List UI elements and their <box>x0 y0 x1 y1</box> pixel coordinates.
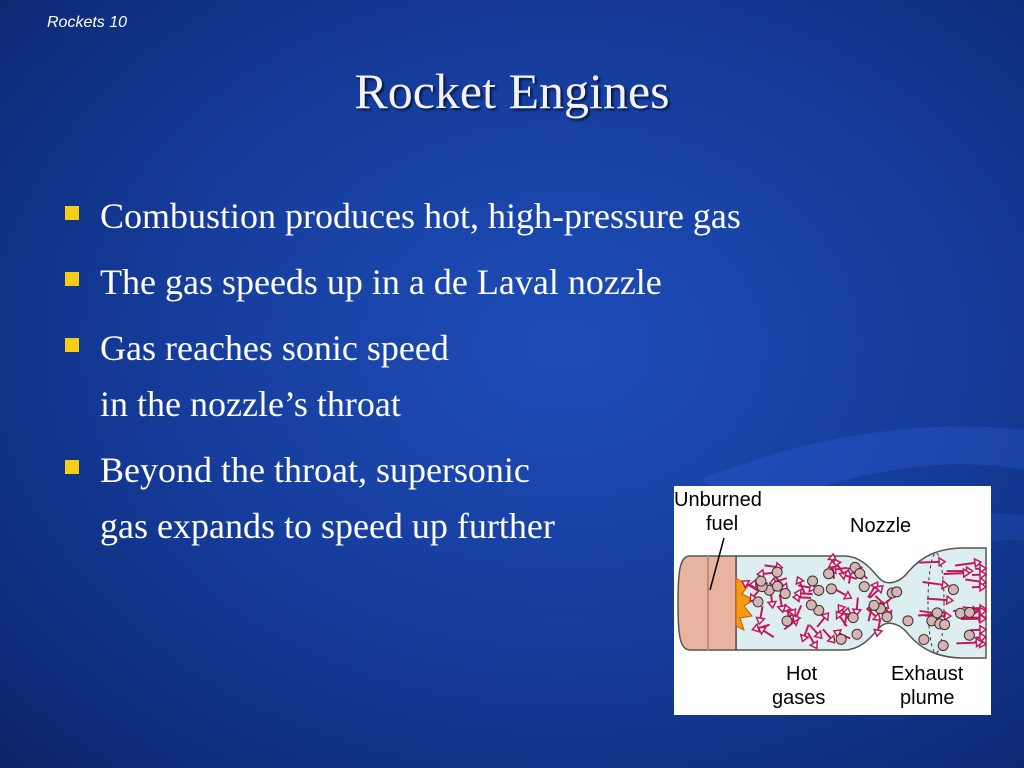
slide-header-tag: Rockets 10 <box>47 14 128 31</box>
gas-particle <box>852 629 862 639</box>
gas-particle <box>836 634 846 644</box>
gas-particle <box>772 567 782 577</box>
gas-particle <box>892 587 902 597</box>
bullet-text: Combustion produces hot, high-pressure gas <box>100 196 741 236</box>
gas-particle <box>814 585 824 595</box>
label-gases: gases <box>772 687 826 709</box>
gas-particle <box>756 576 766 586</box>
bullet-text-continuation: gas expands to speed up further <box>100 506 555 546</box>
label-hot: Hot <box>786 663 818 685</box>
gas-particle <box>826 584 836 594</box>
bullet-square-icon <box>65 272 79 286</box>
gas-arrowhead <box>874 629 882 636</box>
rocket-engine-diagram <box>674 486 991 715</box>
gas-particle <box>955 608 965 618</box>
gas-particle <box>824 569 834 579</box>
gas-particle <box>940 620 950 630</box>
label-fuel: fuel <box>706 513 739 535</box>
slide-title: Rocket Engines <box>354 63 670 119</box>
label-nozzle: Nozzle <box>850 515 912 537</box>
label-unburned: Unburned <box>674 489 762 511</box>
bullet-square-icon <box>65 206 79 220</box>
bullet-item <box>62 320 962 432</box>
bullet-text-continuation: in the nozzle’s throat <box>100 384 401 424</box>
gas-particle <box>869 600 879 610</box>
gas-particle <box>882 612 892 622</box>
bullet-text: Beyond the throat, supersonic <box>100 450 530 490</box>
gas-particle <box>772 581 782 591</box>
gas-particle <box>848 613 858 623</box>
gas-particle <box>806 600 816 610</box>
gas-particle <box>782 616 792 626</box>
gas-particle <box>919 635 929 645</box>
bullet-item <box>62 254 962 310</box>
gas-particle <box>903 616 913 626</box>
gas-particle <box>859 582 869 592</box>
bullet-square-icon <box>65 460 79 474</box>
label-plume: plume <box>900 687 955 709</box>
gas-particle <box>808 576 818 586</box>
gas-particle <box>964 630 974 640</box>
bullet-text: Gas reaches sonic speed <box>100 328 449 368</box>
label-exhaust: Exhaust <box>891 663 964 685</box>
gas-particle <box>855 568 865 578</box>
gas-particle <box>938 641 948 651</box>
gas-particle <box>780 589 790 599</box>
bullet-item <box>62 188 962 244</box>
gas-particle <box>753 597 763 607</box>
bullet-text: The gas speeds up in a de Laval nozzle <box>100 262 662 302</box>
bullet-square-icon <box>65 338 79 352</box>
gas-particle <box>948 585 958 595</box>
gas-particle <box>965 607 975 617</box>
gas-particle <box>932 608 942 618</box>
